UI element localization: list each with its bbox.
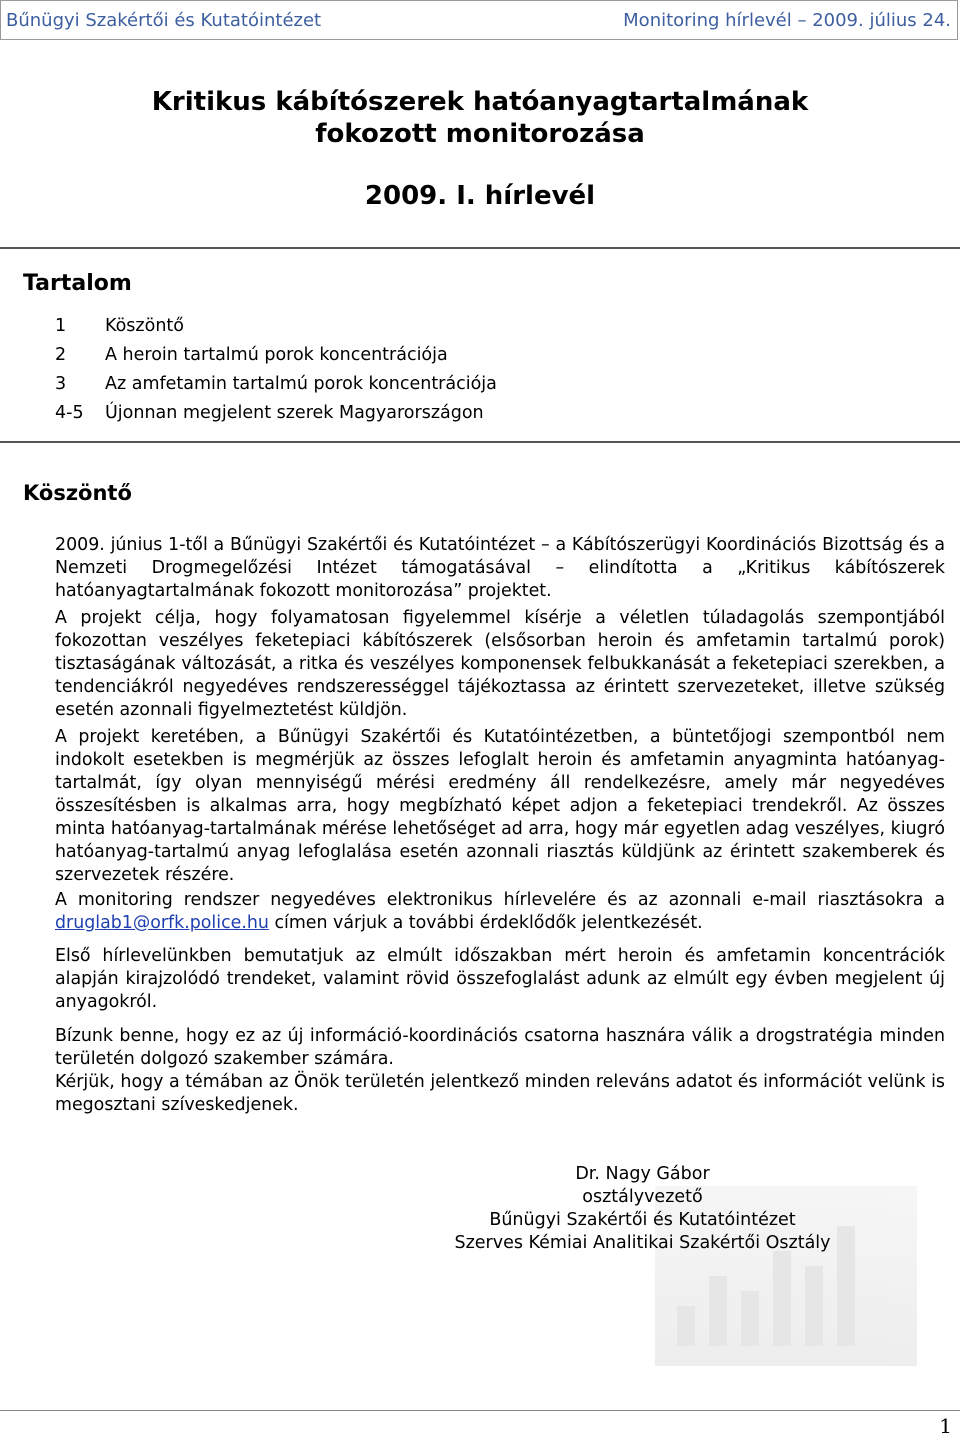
toc-item-label: A heroin tartalmú porok koncentrációja	[105, 344, 448, 365]
toc-item-number: 3	[55, 373, 67, 394]
table-of-contents	[55, 311, 497, 427]
toc-item[interactable]	[55, 311, 497, 340]
toc-item-number: 2	[55, 344, 67, 365]
title-line-1: Kritikus kábítószerek hatóanyagtartalmának	[151, 87, 809, 117]
section-heading: Köszöntő	[23, 481, 132, 505]
title-line-2: fokozott monitorozása	[315, 119, 645, 149]
paragraph-subscribe: A monitoring rendszer negyedéves elektronikus hírlevelére és az azonnali e-mail riasztásokra a druglab1@orfk.police.hu címen várjuk a további érdeklődők jelentkezését.	[55, 890, 945, 933]
paragraph-goal: A projekt célja, hogy folyamatosan figyelemmel kísérje a véletlen túladagolás szempontjából fokozottan veszélyes feketepiaci kábítószerek (elsősorban heroin és amfetamin tartalmú porok) tisztaságának változását, a ritka és veszélyes komponensek felbukkanását a feketepiaci szerekben, a tendenciákról negyedéves rendszerességgel tájékoztassa az érintett szervezeteket, illetve szükség esetén azonnali figyelmeztetést küldjön.	[55, 608, 945, 720]
toc-item[interactable]	[55, 369, 497, 398]
header-institute: Bűnügyi Szakértői és Kutatóintézet	[6, 9, 322, 31]
toc-item-number: 1	[55, 315, 67, 336]
signature-block	[400, 1163, 885, 1255]
paragraph-closing: Bízunk benne, hogy ez az új információ-koordinációs csatorna hasznára válik a drogstratégia minden területén dolgozó szakember számára. Kérjük, hogy a témában az Önök területén jelentkező minden releváns adatot és információt velünk is megosztani szíveskedjenek.	[55, 1026, 945, 1115]
document-title	[100, 86, 860, 150]
footer-divider	[0, 1410, 960, 1411]
toc-item-number: 4-5	[55, 402, 84, 423]
newsletter-subtitle: 2009. I. hírlevél	[364, 181, 596, 211]
paragraph-first-newsletter: Első hírlevelünkben bemutatjuk az elmúlt időszakban mért heroin és amfetamin koncentrációk alapján kirajzolódó trendeket, valamint rövid összefoglalást adunk az elmúlt egy évben megjelent új anyagokról.	[55, 946, 945, 1012]
header-date: Monitoring hírlevél – 2009. július 24.	[623, 9, 951, 31]
toc-item-label: Újonnan megjelent szerek Magyarországon	[105, 402, 484, 423]
signatory-role: osztályvezető	[582, 1187, 703, 1207]
signatory-dept: Szerves Kémiai Analitikai Szakértői Osztály	[454, 1233, 831, 1253]
divider	[0, 441, 960, 443]
toc-item[interactable]	[55, 398, 497, 427]
paragraph-framework: A projekt keretében, a Bűnügyi Szakértői és Kutatóintézetben, a büntetőjogi szempontból nem indokolt esetekben is megmérjük az összes lefoglalt heroin és amfetamin anyagminta hatóanyag-tartalmát, így olyan mennyiségű mérési eredmény áll rendelkezésre, amely már negyedéves összesítésben is alkalmas arra, hogy megbízható képet adjon a feketepiaci trendekről. Az összes minta hatóanyag-tartalmának mérése lehetőséget ad arra, hogy már egyetlen adag veszélyes, kiugró hatóanyag-tartalmú anyag lefoglalása esetén azonnali riasztás küldjünk az érintett szakemberek és szervezetek részére.	[55, 727, 945, 885]
email-link[interactable]: druglab1@orfk.police.hu	[55, 913, 269, 933]
running-header	[0, 0, 958, 40]
toc-item-label: Köszöntő	[105, 315, 184, 336]
signatory-name: Dr. Nagy Gábor	[575, 1164, 710, 1184]
toc-heading: Tartalom	[23, 271, 132, 296]
paragraph-intro: 2009. június 1-től a Bűnügyi Szakértői és Kutatóintézet – a Kábítószerügyi Koordinációs Bizottság és a Nemzeti Drogmegelőzési Intézet támogatásával – elindította a „Kritikus kábítószerek hatóanyagtartalmának fokozott monitorozása” projektet.	[55, 535, 945, 601]
signatory-org: Bűnügyi Szakértői és Kutatóintézet	[489, 1210, 796, 1230]
divider	[0, 247, 960, 249]
toc-item-label: Az amfetamin tartalmú porok koncentrációja	[105, 373, 497, 394]
page-number: 1	[939, 1414, 952, 1438]
toc-item[interactable]	[55, 340, 497, 369]
